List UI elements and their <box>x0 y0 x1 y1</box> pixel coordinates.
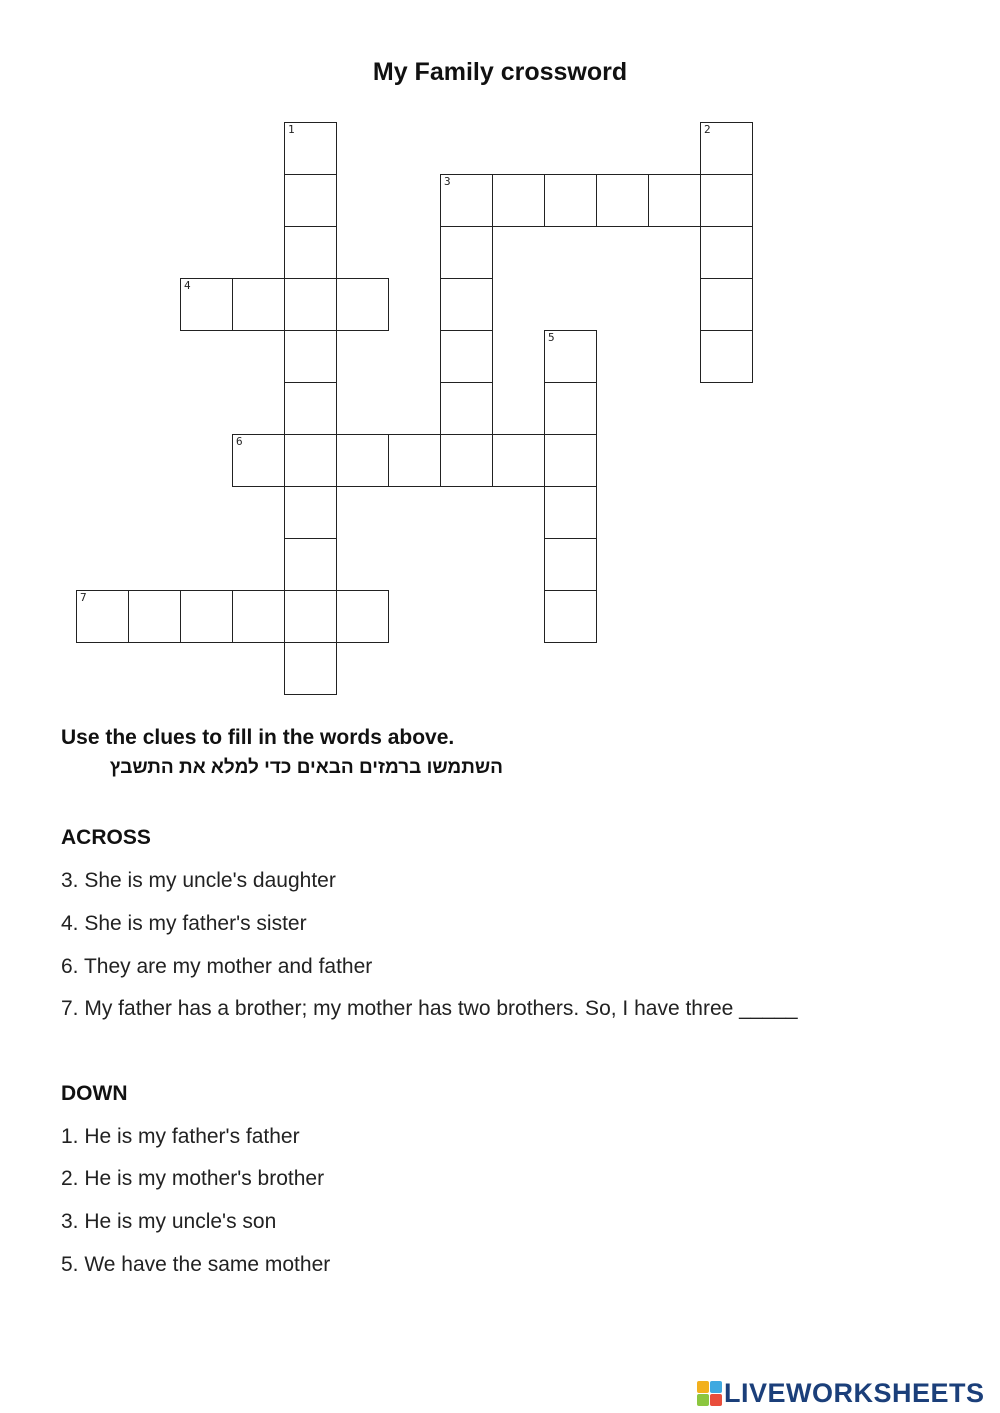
across-clue: 7. My father has a brother; my mother has two brothers. So, I have three _____ <box>61 997 798 1020</box>
crossword-cell[interactable] <box>700 174 753 227</box>
crossword-cell[interactable] <box>284 486 337 539</box>
across-clue: 6. They are my mother and father <box>61 955 373 978</box>
crossword-cell[interactable] <box>128 590 181 643</box>
crossword-cell[interactable] <box>180 278 233 331</box>
clue-number: 3 <box>444 175 451 188</box>
crossword-cell[interactable] <box>284 122 337 175</box>
instructions-english: Use the clues to fill in the words above. <box>61 726 455 749</box>
crossword-cell[interactable] <box>440 278 493 331</box>
down-heading: DOWN <box>61 1082 128 1105</box>
crossword-cell[interactable] <box>544 486 597 539</box>
crossword-cell[interactable] <box>284 330 337 383</box>
crossword-cell[interactable] <box>648 174 701 227</box>
across-heading: ACROSS <box>61 826 151 849</box>
crossword-cell[interactable] <box>544 330 597 383</box>
crossword-cell[interactable] <box>336 434 389 487</box>
crossword-cell[interactable] <box>492 434 545 487</box>
crossword-cell[interactable] <box>700 226 753 279</box>
crossword-cell[interactable] <box>492 174 545 227</box>
across-clue: 3. She is my uncle's daughter <box>61 869 336 892</box>
crossword-cell[interactable] <box>76 590 129 643</box>
crossword-cell[interactable] <box>700 122 753 175</box>
clue-number: 2 <box>704 123 711 136</box>
crossword-cell[interactable] <box>284 278 337 331</box>
crossword-cell[interactable] <box>440 434 493 487</box>
crossword-cell[interactable] <box>440 174 493 227</box>
crossword-cell[interactable] <box>700 330 753 383</box>
down-clue: 5. We have the same mother <box>61 1253 331 1276</box>
logo-icon <box>697 1381 722 1406</box>
instructions-hebrew: השתמשו ברמזים הבאים כדי למלא את התשבץ <box>109 757 503 778</box>
crossword-cell[interactable] <box>544 382 597 435</box>
crossword-cell[interactable] <box>596 174 649 227</box>
clue-number: 5 <box>548 331 555 344</box>
crossword-cell[interactable] <box>544 434 597 487</box>
clue-number: 6 <box>236 435 243 448</box>
crossword-cell[interactable] <box>180 590 233 643</box>
page-title: My Family crossword <box>372 58 628 86</box>
crossword-cell[interactable] <box>440 382 493 435</box>
crossword-cell[interactable] <box>284 642 337 695</box>
liveworksheets-logo <box>697 1378 985 1409</box>
logo-text: LIVEWORKSHEETS <box>724 1378 985 1408</box>
clue-number: 4 <box>184 279 191 292</box>
down-clue: 1. He is my father's father <box>61 1125 300 1148</box>
crossword-cell[interactable] <box>284 382 337 435</box>
crossword-cell[interactable] <box>284 434 337 487</box>
crossword-cell[interactable] <box>544 590 597 643</box>
down-clue: 3. He is my uncle's son <box>61 1210 277 1233</box>
crossword-cell[interactable] <box>700 278 753 331</box>
crossword-cell[interactable] <box>284 538 337 591</box>
crossword-cell[interactable] <box>232 590 285 643</box>
crossword-cell[interactable] <box>232 278 285 331</box>
across-clue: 4. She is my father's sister <box>61 912 307 935</box>
crossword-cell[interactable] <box>440 330 493 383</box>
crossword-cell[interactable] <box>232 434 285 487</box>
crossword-cell[interactable] <box>440 226 493 279</box>
down-clue: 2. He is my mother's brother <box>61 1167 325 1190</box>
crossword-cell[interactable] <box>336 278 389 331</box>
crossword-cell[interactable] <box>544 174 597 227</box>
crossword-cell[interactable] <box>284 174 337 227</box>
crossword-cell[interactable] <box>336 590 389 643</box>
clue-number: 7 <box>80 591 87 604</box>
crossword-cell[interactable] <box>284 226 337 279</box>
crossword-cell[interactable] <box>544 538 597 591</box>
crossword-cell[interactable] <box>284 590 337 643</box>
clue-number: 1 <box>288 123 295 136</box>
crossword-cell[interactable] <box>388 434 441 487</box>
